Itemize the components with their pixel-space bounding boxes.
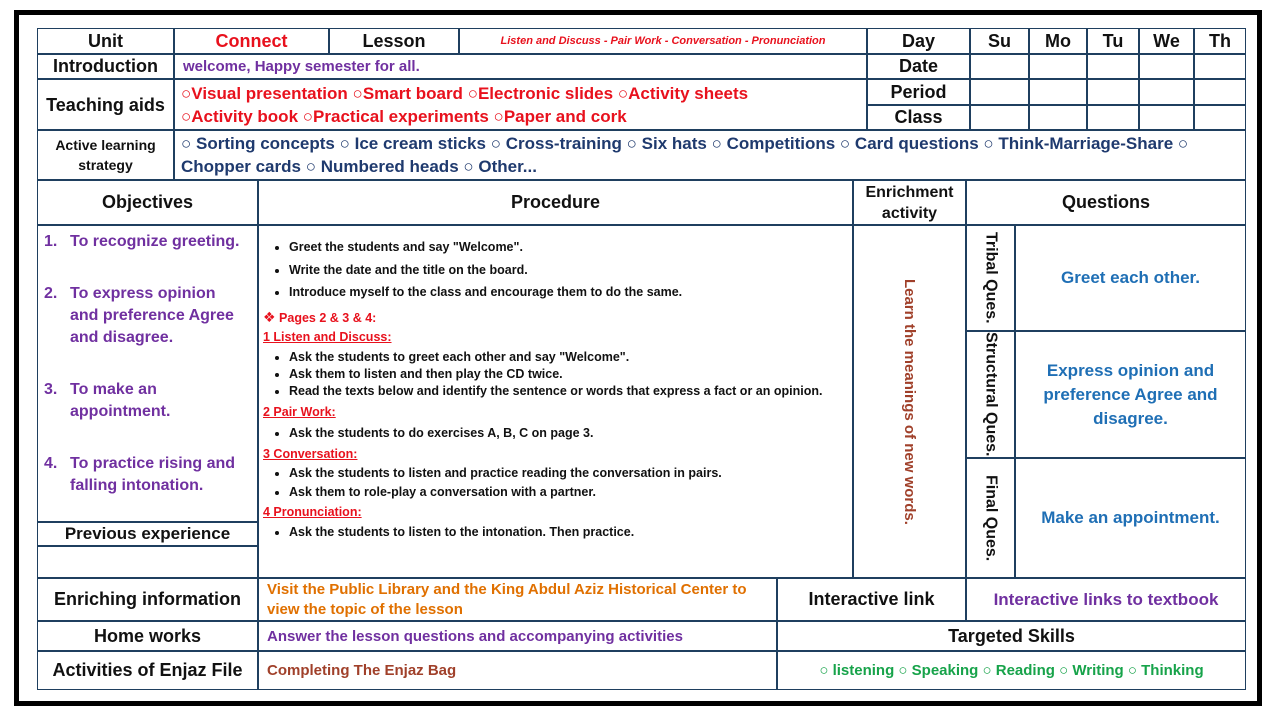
objective-item: 3. To make an appointment. [44,381,171,420]
procedure-step: • Ask the students to greet each other and say "Welcome". [289,349,844,366]
objective-item: 1. To recognize greeting. [44,233,240,250]
question-text: Greet each other. [1015,225,1246,331]
unit-value: Connect [174,28,329,54]
unit-label: Unit [37,28,174,54]
procedure-step: • Ask the students to do exercises A, B, C on page 3. [289,422,844,444]
previous-experience-value [37,546,258,578]
class-label: Class [867,105,970,130]
aid-option[interactable]: ○Electronic slides [467,83,614,103]
day-th: Th [1194,28,1246,54]
date-cell-tu [1087,54,1139,79]
procedure-step: • Ask them to role-play a conversation with a partner. [289,483,844,502]
period-cell-th [1194,79,1246,105]
question-type-cell [966,225,1015,331]
objectives-cell [37,225,258,522]
strategy-option[interactable]: ○ Six hats [626,134,707,153]
enriching-value: Visit the Public Library and the King Abdul Aziz Historical Center to view the topic of the lesson [258,578,777,621]
previous-experience-label: Previous experience [37,522,258,546]
procedure-step: • Greet the students and say "Welcome". [289,236,844,259]
strategy-label: Active learning strategy [37,130,174,180]
enjaz-value: Completing The Enjaz Bag [258,651,777,690]
lesson-label: Lesson [329,28,459,54]
procedure-cell [258,225,853,578]
period-cell-tu [1087,79,1139,105]
objective-item: 4. To practice rising and falling intonation. [44,455,236,494]
teaching-aids-label: Teaching aids [37,79,174,130]
aid-option[interactable]: ○Smart board [352,83,463,103]
lesson-value: Listen and Discuss - Pair Work - Conversation - Pronunciation [459,28,867,54]
skill-option[interactable]: ○ Thinking [1127,662,1204,679]
enrichment-header: Enrichment activity [853,180,966,225]
question-type: Final Ques. [982,474,1000,562]
strategy-option[interactable]: ○ Think-Marriage-Share [983,134,1174,153]
pages-line: ❖ Pages 2 & 3 & 4: [263,308,377,325]
aid-option[interactable]: ○Activity book [181,106,299,126]
day-we: We [1139,28,1194,54]
interactive-link[interactable]: Interactive links to textbook [966,578,1246,621]
question-text: Express opinion and preference Agree and disagree. [1015,331,1246,458]
enrichment-text: Learn the meanings of new words. [901,278,918,525]
objectives-header: Objectives [37,180,258,225]
strategy-option[interactable]: ○ Other... [463,157,537,176]
date-cell-th [1194,54,1246,79]
procedure-step: • Write the date and the title on the board. [289,259,844,282]
diamond-bullet-icon: ❖ [263,308,276,325]
skills-options [777,651,1246,690]
homework-label: Home works [37,621,258,651]
enjaz-label: Activities of Enjaz File [37,651,258,690]
class-cell-tu [1087,105,1139,130]
strategy-options [174,130,1246,180]
section-title: 4 Pronunciation: [263,504,362,519]
day-mo: Mo [1029,28,1087,54]
skill-option[interactable]: ○ Reading [982,662,1055,679]
question-type-cell [966,331,1015,458]
day-tu: Tu [1087,28,1139,54]
aid-option[interactable]: ○Practical experiments [302,106,489,126]
objective-item: 2. To express opinion and preference Agree and disagree. [44,285,234,346]
class-cell-th [1194,105,1246,130]
period-cell-we [1139,79,1194,105]
date-cell-mo [1029,54,1087,79]
procedure-step: • Ask them to listen and then play the CD twice. [289,366,844,383]
introduction-label: Introduction [37,54,174,79]
enrichment-cell [853,225,966,578]
strategy-option[interactable]: ○ Competitions [711,134,836,153]
section-title: 1 Listen and Discuss: [263,329,392,344]
aid-option[interactable]: ○Activity sheets [617,83,749,103]
strategy-option[interactable]: ○ Numbered heads [305,157,459,176]
aid-option[interactable]: ○Visual presentation [181,83,348,103]
strategy-option[interactable]: ○ Chopper cards [181,134,1189,176]
targeted-skills-label: Targeted Skills [777,621,1246,651]
period-label: Period [867,79,970,105]
question-type: Tribal Ques. [982,232,1000,324]
section-title: 2 Pair Work: [263,404,336,419]
procedure-step: • Read the texts below and identify the sentence or words that express a fact or an opinion. [289,383,844,400]
enriching-label: Enriching information [37,578,258,621]
skill-option[interactable]: ○ Writing [1059,662,1124,679]
procedure-header: Procedure [258,180,853,225]
objectives-list [44,231,255,497]
class-cell-we [1139,105,1194,130]
homework-value: Answer the lesson questions and accompanying activities [258,621,777,651]
strategy-option[interactable]: ○ Cross-training [490,134,622,153]
question-type-cell [966,458,1015,578]
date-cell-we [1139,54,1194,79]
introduction-value: welcome, Happy semester for all. [174,54,867,79]
skill-option[interactable]: ○ listening [819,662,895,679]
day-label: Day [867,28,970,54]
day-su: Su [970,28,1029,54]
class-cell-mo [1029,105,1087,130]
procedure-step: • Introduce myself to the class and encourage them to do the same. [289,281,844,304]
class-cell-su [970,105,1029,130]
date-label: Date [867,54,970,79]
procedure-step: • Ask the students to listen to the intonation. Then practice. [289,522,844,542]
procedure-step: • Ask the students to listen and practice reading the conversation in pairs. [289,464,844,483]
aid-option[interactable]: ○Paper and cork [493,106,627,126]
teaching-aids-options [174,79,867,130]
interactive-label: Interactive link [777,578,966,621]
period-cell-su [970,79,1029,105]
question-type: Structural Ques. [982,332,1000,457]
section-title: 3 Conversation: [263,446,358,461]
strategy-option[interactable]: ○ Card questions [839,134,979,153]
lesson-plan-table [37,28,1246,690]
questions-header: Questions [966,180,1246,225]
period-cell-mo [1029,79,1087,105]
skill-option[interactable]: ○ Speaking [898,662,979,679]
question-text: Make an appointment. [1015,458,1246,578]
strategy-option[interactable]: ○ Ice cream sticks [339,134,486,153]
date-cell-su [970,54,1029,79]
strategy-option[interactable]: ○ Sorting concepts [181,134,335,153]
